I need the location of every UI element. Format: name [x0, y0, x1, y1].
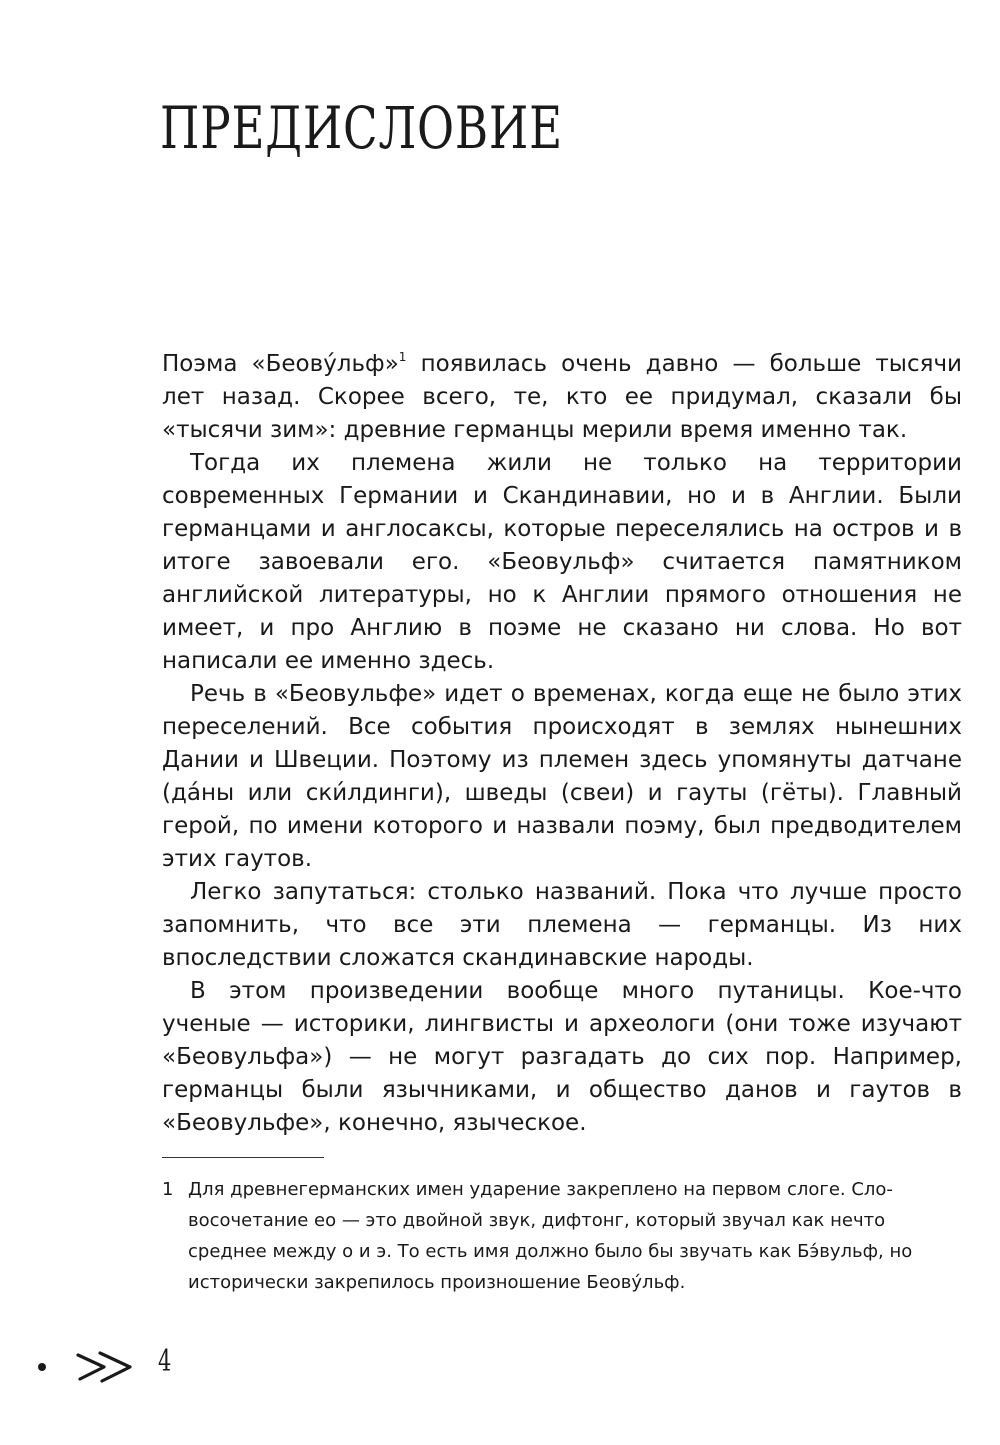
footnote-line-4: исторически закрепилось произношение Беову́льф.	[188, 1272, 686, 1293]
paragraph-4: Легко запутаться: столько названий. Пока что лучше просто запомнить, что все эти племена — германцы. Из них впоследствии сложатся скандинавские народы.	[162, 879, 962, 971]
footnote-line-3: среднее между о и э. То есть имя должно было бы звучать как Бэ́вульф, но	[188, 1241, 913, 1262]
footnote	[162, 1174, 962, 1298]
paragraph-2: Тогда их племена жили не только на территории современных Германии и Скандинавии, но и в Англии. Были германцами и англосаксы, которые переселялись на остров и в итоге завоевали его. «Беовульф» считается памятником английской литературы, но к Англии прямого отношения не имеет, и про Англию в поэме не сказано ни слова. Но вот написали ее именно здесь.	[162, 450, 962, 674]
footnote-text-1: Для древнегерманских имен ударение закреплено на первом слоге. Сло-	[188, 1179, 893, 1200]
body-text	[162, 348, 962, 1140]
footnote-reference: 1	[398, 350, 407, 364]
paragraph-1-start: Поэма «Беову́льф»	[162, 351, 399, 377]
page-number: 4	[158, 1344, 172, 1379]
ornament-dot	[38, 1363, 46, 1371]
double-chevron-arrow-icon	[36, 1345, 136, 1385]
paragraph-5: В этом произведении вообще много путаницы. Кое-что ученые — историки, лингвисты и археологи (они тоже изучают «Беовульфа») — не могут разгадать до сих пор. Например, германцы были язычниками, и общество данов и гаутов в «Беовульфе», конечно, языческое.	[162, 978, 962, 1136]
paragraph-1	[162, 348, 962, 447]
paragraph-1-rest: появилась очень давно — больше тысячи лет назад. Скорее всего, те, кто ее придумал, сказали бы «тысячи зим»: древние германцы мерили время именно так.	[162, 351, 962, 443]
paragraph-3: Речь в «Беовульфе» идет о временах, когда еще не было этих переселений. Все события происходят в землях нынешних Дании и Швеции. Поэтому из племен здесь упомянуты датчане (да́ны или ски́лдинги), шведы (свеи) и гауты (гёты). Главный герой, по имени которого и назвали поэму, был предводителем этих гаутов.	[162, 681, 962, 872]
footnote-number: 1	[162, 1179, 174, 1200]
footnote-divider	[162, 1157, 324, 1158]
page-title: ПРЕДИСЛОВИЕ	[160, 94, 563, 162]
footnote-line-2: восочетание ео — это двойной звук, дифтонг, который звучал как нечто	[188, 1210, 886, 1231]
ornament-chevron-1	[78, 1355, 104, 1379]
footnote-line-1	[162, 1174, 962, 1205]
